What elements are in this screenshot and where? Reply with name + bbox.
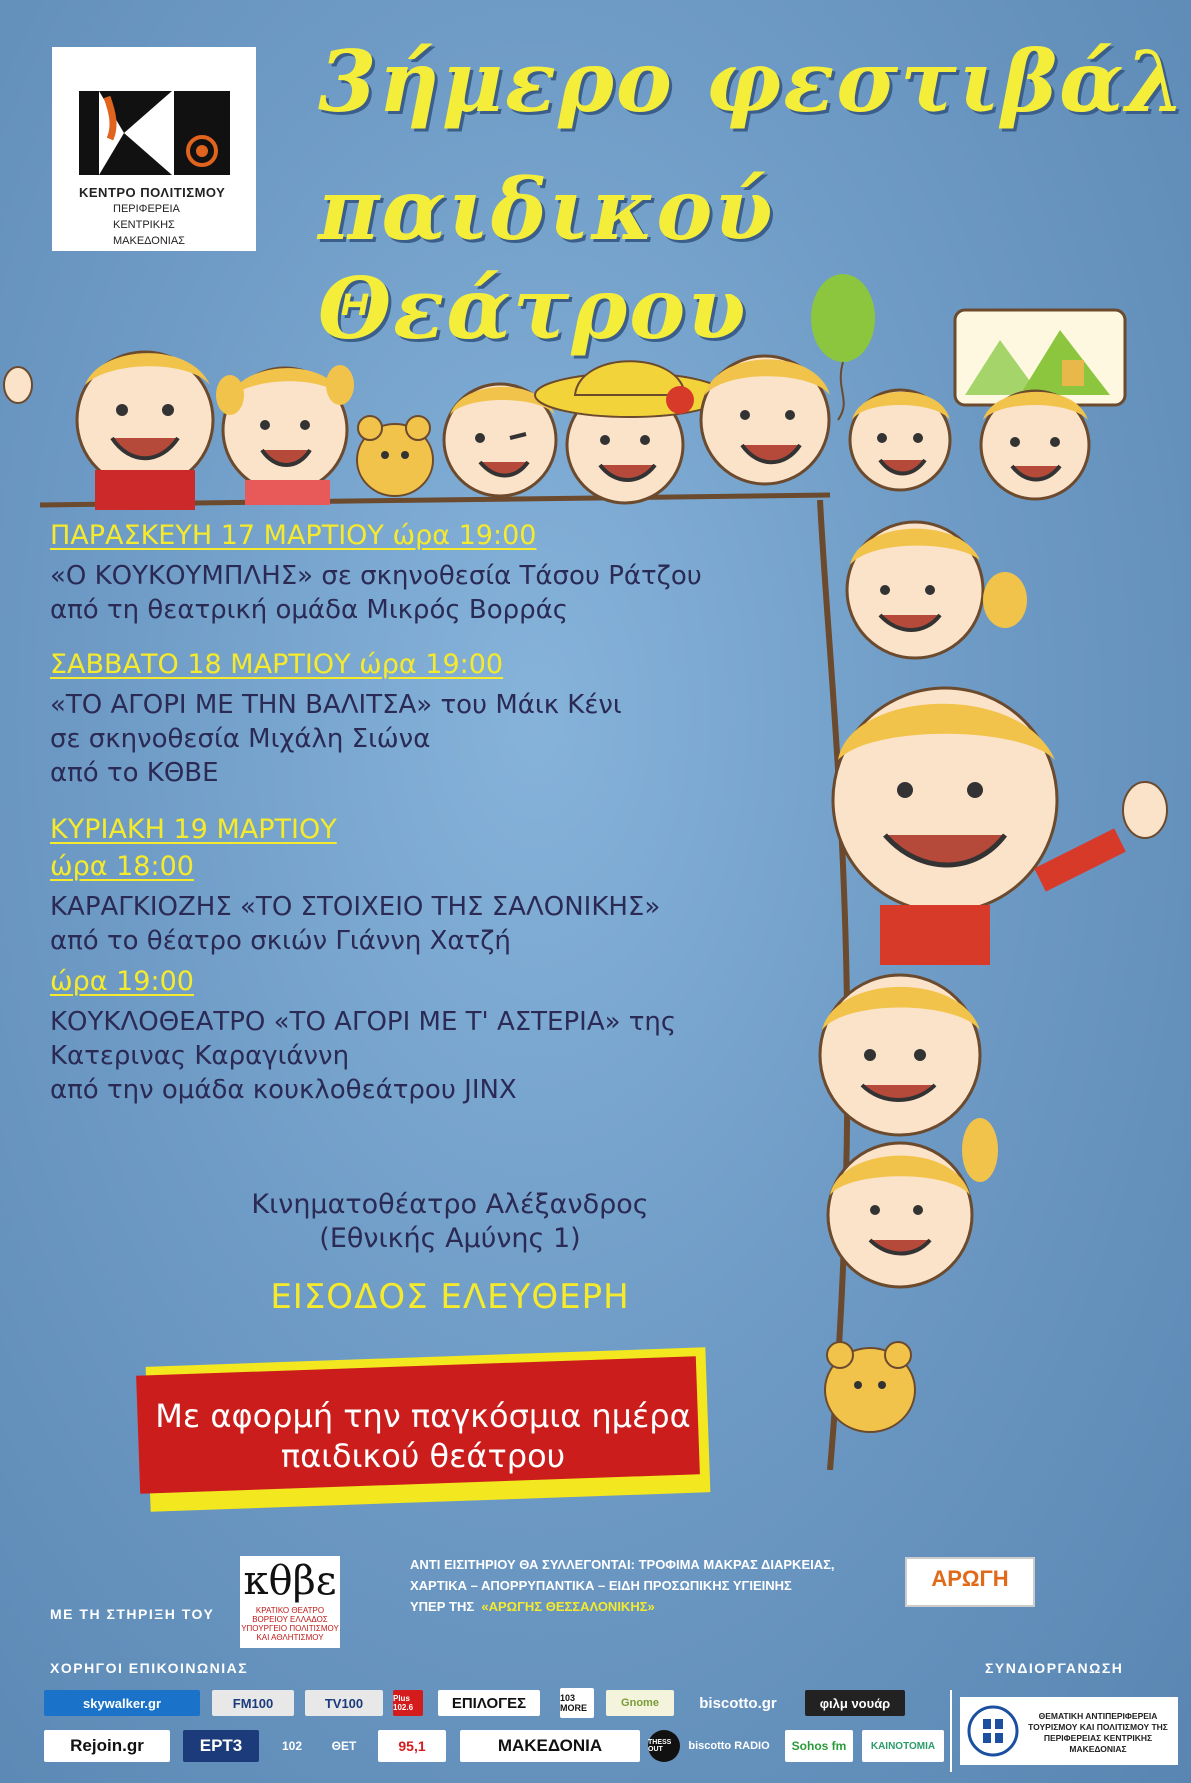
support-label: ΜΕ ΤΗ ΣΤΗΡΙΞΗ ΤΟΥ [50,1606,215,1622]
saturday-line1: «ΤΟ ΑΓΟΡΙ ΜΕ ΤΗΝ ΒΑΛΙΤΣΑ» του Μάικ Κένι [50,690,622,720]
greek-emblem-icon [966,1701,1020,1761]
gov-line2: ΤΟΥΡΙΣΜΟΥ ΚΑΙ ΠΟΛΙΤΙΣΜΟΥ ΤΗΣ [1028,1722,1168,1732]
sponsor-fm100: FM100 [212,1690,294,1716]
kid-face-1 [77,352,213,510]
sponsor-kainotomia: ΚΑΙΝΟΤΟΜΙΑ [862,1730,944,1762]
title-line1: 3ήμερο φεστιβάλ [318,32,1187,131]
kid-side-1 [847,522,1027,658]
sunday-line2: από το θέατρο σκιών Γιάννη Χατζή [50,926,511,956]
sponsor-biscotto: biscotto.gr [699,1694,777,1712]
sunday-line4: Κατερινας Καραγιάννη [50,1041,350,1071]
banner-text [138,1396,708,1476]
kid-face-5 [701,356,830,484]
sponsor-epiloges: ΕΠΙΛΟΓΕΣ [438,1690,540,1716]
kid-face-2 [216,365,354,505]
free-entry: ΕΙΣΟΔΟΣ ΕΛΕΥΘΕΡΗ [270,1277,630,1317]
venue-name: Κινηματοθέατρο Αλέξανδρος [251,1189,649,1220]
media-sponsors-label: ΧΟΡΗΓΟΙ ΕΠΙΚΟΙΝΩΝΙΑΣ [50,1660,249,1676]
sponsor-rejoin: Rejoin.gr [44,1730,170,1762]
banner-line2: παιδικού θεάτρου [280,1437,566,1475]
sponsor-sohos: Sohos fm [785,1730,853,1762]
sunday-line3: ΚΟΥΚΛΟΘΕΑΤΡΟ «ΤΟ ΑΓΟΡΙ ΜΕ Τ' ΑΣΤΕΡΙΑ» της [50,1007,677,1037]
sponsor-biscotto-radio: biscotto RADIO [688,1740,770,1752]
sponsor-103: 103 MORE [560,1688,594,1718]
sponsor-tv100: TV100 [305,1690,383,1716]
kid-with-hat [535,361,725,503]
day-friday: ΠΑΡΑΣΚΕΥΗ 17 ΜΑΡΤΙΟΥ ώρα 19:00 [50,520,537,551]
gov-line1: ΘΕΜΑΤΙΚΗ ΑΝΤΙΠΕΡΙΦΕΡΕΙΑ [1038,1711,1158,1721]
sunday-time1: ώρα 18:00 [50,851,194,882]
sponsor-102: 102 [281,1739,303,1753]
logo-name: ΚΕΝΤΡΟ ΠΟΛΙΤΙΣΜΟΥ [79,185,226,200]
logo-line1: ΠΕΡΙΦΕΡΕΙΑ [113,203,180,215]
teddy-bear-icon [357,416,433,496]
friday-line2: από τη θεατρική ομάδα Μικρός Βορράς [50,595,569,625]
note-line3b: «ΑΡΩΓΗΣ ΘΕΣΣΑΛΟΝΙΚΗΣ» [481,1599,655,1614]
day-sunday: ΚΥΡΙΑΚΗ 19 ΜΑΡΤΙΟΥ [50,814,337,845]
kthbe-line1: ΚΡΑΤΙΚΟ ΘΕΑΤΡΟ [255,1606,325,1615]
teddy-bear-bottom-icon [825,1342,915,1432]
note-line1: ΑΝΤΙ ΕΙΣΙΤΗΡΙΟΥ ΘΑ ΣΥΛΛΕΓΟΝΤΑΙ: ΤΡΟΦΙΜΑ ΜΑΚΡΑΣ ΔΙΑΡΚΕΙΑΣ, [410,1557,835,1572]
sponsor-makedonia: ΜΑΚΕΔΟΝΙΑ [460,1730,640,1762]
sponsor-plus: Plus 102.6 [393,1690,423,1716]
logo-line2: ΚΕΝΤΡΙΚΗΣ [113,219,175,231]
schedule [50,520,810,1107]
footer-divider [950,1690,952,1772]
banner-line1: Με αφορμή την παγκόσμια ημέρα [155,1397,691,1435]
sponsor-thet: ΘΕΤ [331,1739,357,1753]
donation-note [410,1554,910,1617]
region-logo [960,1697,1178,1765]
kentro-politismou-emblem-icon [52,47,256,187]
logo-line3: ΜΑΚΕΔΟΝΙΑΣ [113,235,185,247]
day-saturday: ΣΑΒΒΑΤΟ 18 ΜΑΡΤΙΟΥ ώρα 19:00 [50,649,504,680]
kthbe-line3: ΥΠΟΥΡΓΕΙΟ ΠΟΛΙΤΙΣΜΟΥ [241,1624,339,1633]
title-line2: παιδικού Θεάτρου [318,160,775,358]
sponsor-951: 95,1 [378,1730,446,1762]
sponsor-ert3: ΕΡΤ3 [183,1730,259,1762]
note-line3a: ΥΠΕΡ ΤΗΣ [410,1599,475,1614]
venue [150,1188,750,1256]
kid-face-7 [981,391,1089,499]
kid-side-4 [828,1143,972,1287]
note-line2: ΧΑΡΤΙΚΑ – ΑΠΟΡΡΥΠΑΝΤΙΚΑ – ΕΙΔΗ ΠΡΟΣΩΠΙΚΗΣ ΥΓΙΕΙΝΗΣ [410,1578,792,1593]
saturday-line2: σε σκηνοθεσία Μιχάλη Σιώνα [50,724,431,754]
sunday-line1: ΚΑΡΑΓΚΙΟΖΗΣ «ΤΟ ΣΤΟΙΧΕΙΟ ΤΗΣ ΣΑΛΟΝΙΚΗΣ» [50,892,661,922]
gov-line3: ΠΕΡΙΦΕΡΕΙΑΣ ΚΕΝΤΡΙΚΗΣ ΜΑΚΕΔΟΝΙΑΣ [1043,1733,1153,1754]
sponsor-thess-out: THESS OUT [648,1730,680,1762]
co-organization-label: ΣΥΝΔΙΟΡΓΑΝΩΣΗ [985,1660,1124,1676]
sponsor-skywalker: skywalker.gr [44,1690,200,1716]
kid-face-6 [850,390,950,490]
kid-side-2 [833,688,1167,965]
sunday-line5: από την ομάδα κουκλοθεάτρου JINX [50,1075,517,1105]
saturday-line3: από το ΚΘΒΕ [50,758,219,788]
sponsor-gnome: Gnome [606,1690,674,1716]
kthbe-logo [240,1556,340,1648]
argi-logo: ΑΡΩΓΗ [905,1557,1035,1607]
kthbe-line2: ΒΟΡΕΙΟΥ ΕΛΛΑΔΟΣ [252,1615,328,1624]
kthbe-line4: ΚΑΙ ΑΘΛΗΤΙΣΜΟΥ [256,1633,324,1642]
sponsor-film-noir: φιλμ νουάρ [805,1690,905,1716]
sunday-time2: ώρα 19:00 [50,966,194,997]
friday-line1: «Ο ΚΟΥΚΟΥΜΠΛΗΣ» σε σκηνοθεσία Τάσου Ράτζου [50,561,702,591]
kentro-politismou-logo [52,47,256,251]
kthbe-logo-text: κθβε [243,1558,337,1604]
venue-address: (Εθνικής Αμύνης 1) [319,1223,581,1254]
